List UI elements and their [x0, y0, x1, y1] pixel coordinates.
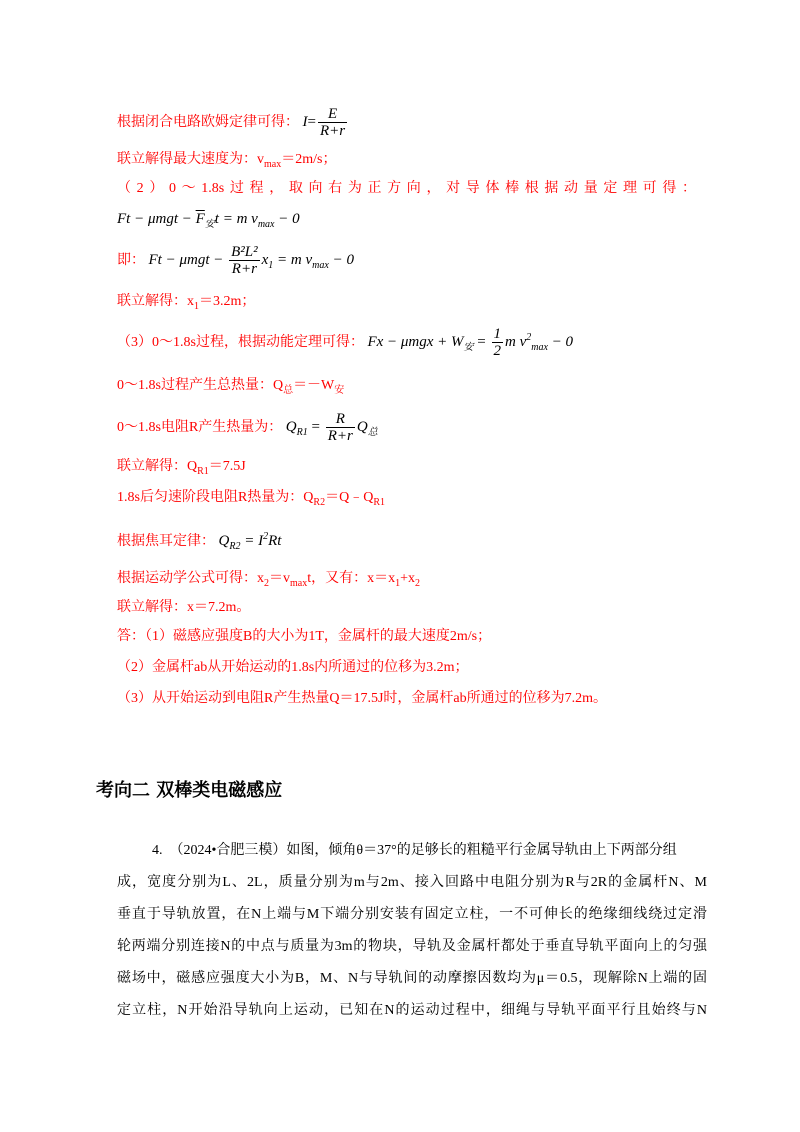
problem-line-5: 磁场中，磁感应强度大小为B，M、N与导轨间的动摩擦因数均为μ＝0.5，现解除N上端的固	[117, 971, 707, 986]
problem-line-6: 定立柱，N开始沿导轨向上运动，已知在N的运动过程中，细绳与导轨平面平行且始终与N	[117, 1003, 707, 1018]
energy-theorem-line: （3）0～1.8s过程，根据动能定理可得： $Fx - \mu mgx + W_安$ = $\frac{1}{2}$ m $v^2_{max} - 0$	[117, 326, 574, 359]
section-title: 考向二 双棒类电磁感应	[96, 780, 283, 801]
joule-law-line: 根据焦耳定律： $Q_{R2} = I^2Rt$	[117, 531, 282, 552]
resistor-heat-formula-line: 0～1.8s电阻R产生热量为： $Q_{R1}$ = $\frac{R}{R+r}$ $Q_总$	[117, 411, 378, 444]
problem-line-1: 4. （2024•合肥三模）如图，倾角θ＝37°的足够长的粗糙平行金属导轨由上下两部分组	[152, 843, 677, 858]
kinematics-line: 根据运动学公式可得：$x_2=v_{max}t$，又有：$x=x_1+x_2$	[117, 571, 421, 589]
total-heat-line: 0～1.8s过程产生总热量：$Q_总=-W_安$	[117, 378, 345, 396]
answer-2-line: （2）金属杆ab从开始运动的1.8s内所通过的位移为3.2m；	[117, 660, 469, 675]
ohm-formula: I= $\frac{E}{R+r}$	[302, 106, 346, 139]
problem-line-4: 轮两端分别连接N的中点与质量为3m的物块，导轨及金属杆都处于垂直导轨平面向上的匀强	[117, 939, 707, 954]
max-speed-line: 联立解得最大速度为：$v_{max}=2m/s$；	[117, 152, 337, 170]
x-result-line: 联立解得：x＝7.2m。	[117, 600, 251, 615]
qr1-result-line: 联立解得：$Q_{R1}=7.5J$	[117, 459, 246, 477]
momentum-expanded-equation: 即： Ft − μmgt − $\frac{\text{B²L²}}{R+r}$ $x_1 = m$ $v_{max} - 0$	[117, 244, 354, 277]
problem-line-3: 垂直于导轨放置，在N上端与M下端分别安装有固定立柱，一不可伸长的绝缘细线绕过定滑	[117, 907, 707, 922]
momentum-equation: $Ft - \mu mgt - \overline{F}_安t = m$ $v_{max} - 0$	[117, 211, 300, 230]
momentum-intro-line: （2）0～1.8s过程，取向右为正方向，对导体棒根据动量定理可得：	[117, 181, 696, 196]
x1-result-line: 联立解得：$x_1=3.2m$；	[117, 294, 256, 312]
answer-3-line: （3）从开始运动到电阻R产生热量Q＝17.5J时，金属杆ab所通过的位移为7.2m。	[117, 691, 607, 706]
answer-1-line: 答：（1）磁感应强度B的大小为1T，金属杆的最大速度2m/s；	[117, 629, 492, 644]
problem-line-2: 成，宽度分别为L、2L，质量分别为m与2m、接入回路中电阻分别为R与2R的金属杆N、M	[117, 875, 707, 890]
ohm-law-line: 根据闭合电路欧姆定律可得： I= $\frac{E}{R+r}$	[117, 106, 740, 139]
qr2-line: 1.8s后匀速阶段电阻R热量为：$Q_{R2}=Q﹣Q_{R1}$	[117, 490, 385, 508]
